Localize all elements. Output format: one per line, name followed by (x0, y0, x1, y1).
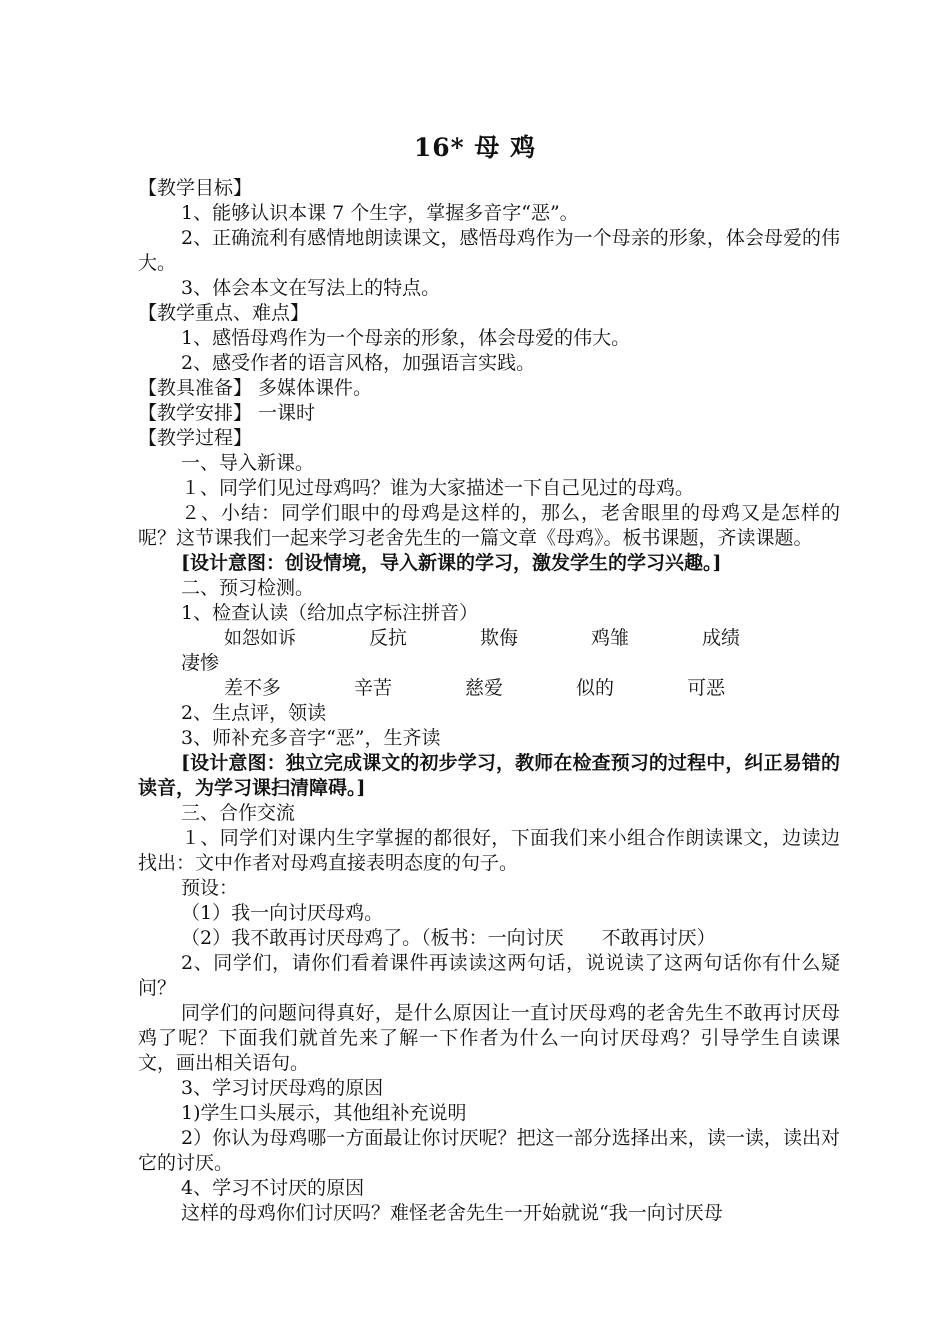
paragraph: １、同学们对课内生字掌握的都很好，下面我们来小组合作朗读课文，边读边找出：文中作者对母鸡直接表明态度的句子。 (138, 827, 840, 874)
paragraph: 预设： (181, 877, 239, 899)
paragraph: 3、体会本文在写法上的特点。 (181, 277, 441, 299)
paragraph: 1、感悟母鸡作为一个母亲的形象，体会母爱的伟大。 (181, 327, 631, 349)
paragraph: 这样的母鸡你们讨厌吗？难怪老舍先生一开始就说“我一向讨厌母 (181, 1202, 723, 1224)
paragraph: ２、小结：同学们眼中的母鸡是这样的，那么，老舍眼里的母鸡又是怎样的呢？这节课我们一起来学习老舍先生的一篇文章《母鸡》。板书课题，齐读课题。 (138, 502, 840, 549)
paragraph: １、同学们见过母鸡吗？谁为大家描述一下自己见过的母鸡。 (181, 477, 695, 499)
paragraph: 2、同学们，请你们看着课件再读读这两句话，说说读了这两句话你有什么疑问？ (138, 952, 840, 999)
section-heading: 【教学目标】 (138, 177, 253, 199)
word-item: 鸡雏 (591, 627, 630, 649)
word-list-row-2 (138, 676, 840, 701)
section-heading: 【教具准备】 多媒体课件。 (138, 377, 373, 399)
word-item: 反抗 (369, 627, 408, 649)
paragraph: 4、学习不讨厌的原因 (181, 1177, 365, 1199)
lesson-title: 16* 母 鸡 (413, 133, 537, 162)
paragraph: 3、师补充多音字“恶”，生齐读 (181, 727, 441, 749)
paragraph: （2）我不敢再讨厌母鸡了。（板书：一向讨厌 不敢再讨厌） (181, 927, 716, 949)
word-item: 辛苦 (354, 677, 393, 699)
word-item: 慈爱 (465, 677, 504, 699)
design-intent: [设计意图：独立完成课文的初步学习，教师在检查预习的过程中，纠正易错的读音，为学习课扫清障碍。] (138, 752, 840, 799)
paragraph: 3、学习讨厌母鸡的原因 (181, 1077, 384, 1099)
paragraph: 同学们的问题问得真好，是什么原因让一直讨厌母鸡的老舍先生不敢再讨厌母鸡了呢？下面我们就首先来了解一下作者为什么一向讨厌母鸡？引导学生自读课文，画出相关语句。 (138, 1002, 840, 1074)
design-intent: [设计意图：创设情境，导入新课的学习，激发学生的学习兴趣。] (181, 552, 722, 574)
paragraph: 1)学生口头展示，其他组补充说明 (181, 1102, 467, 1124)
section-heading: 【教学安排】 一课时 (138, 402, 316, 424)
word-item: 如怨如诉 (224, 628, 296, 649)
word-item: 差不多 (224, 677, 282, 699)
word-item: 凄惨 (181, 652, 220, 674)
document-body (138, 176, 840, 1226)
paragraph: 2、感受作者的语言风格，加强语言实践。 (181, 352, 536, 374)
word-item: 成绩 (702, 627, 741, 649)
word-item: 似的 (576, 677, 615, 699)
paragraph: 2、生点评，领读 (181, 702, 327, 724)
word-list-row-1 (138, 626, 840, 676)
section-heading: 【教学重点、难点】 (138, 302, 310, 324)
section-heading: 【教学过程】 (138, 427, 253, 449)
paragraph: 1、检查认读（给加点字标注拼音） (181, 602, 479, 624)
paragraph: 1、能够认识本课 7 个生字，掌握多音字“恶”。 (181, 202, 579, 224)
paragraph: （1）我一向讨厌母鸡。 (181, 902, 384, 924)
word-item: 欺侮 (480, 627, 519, 649)
step-heading: 一、导入新课。 (181, 452, 315, 474)
paragraph: 2、正确流利有感情地朗读课文，感悟母鸡作为一个母亲的形象，体会母爱的伟大。 (138, 227, 840, 274)
step-heading: 三、合作交流 (181, 802, 296, 824)
word-item: 可恶 (687, 677, 726, 699)
step-heading: 二、预习检测。 (181, 577, 315, 599)
paragraph: 2）你认为母鸡哪一方面最让你讨厌呢？把这一部分选择出来，读一读，读出对它的讨厌。 (138, 1127, 840, 1174)
